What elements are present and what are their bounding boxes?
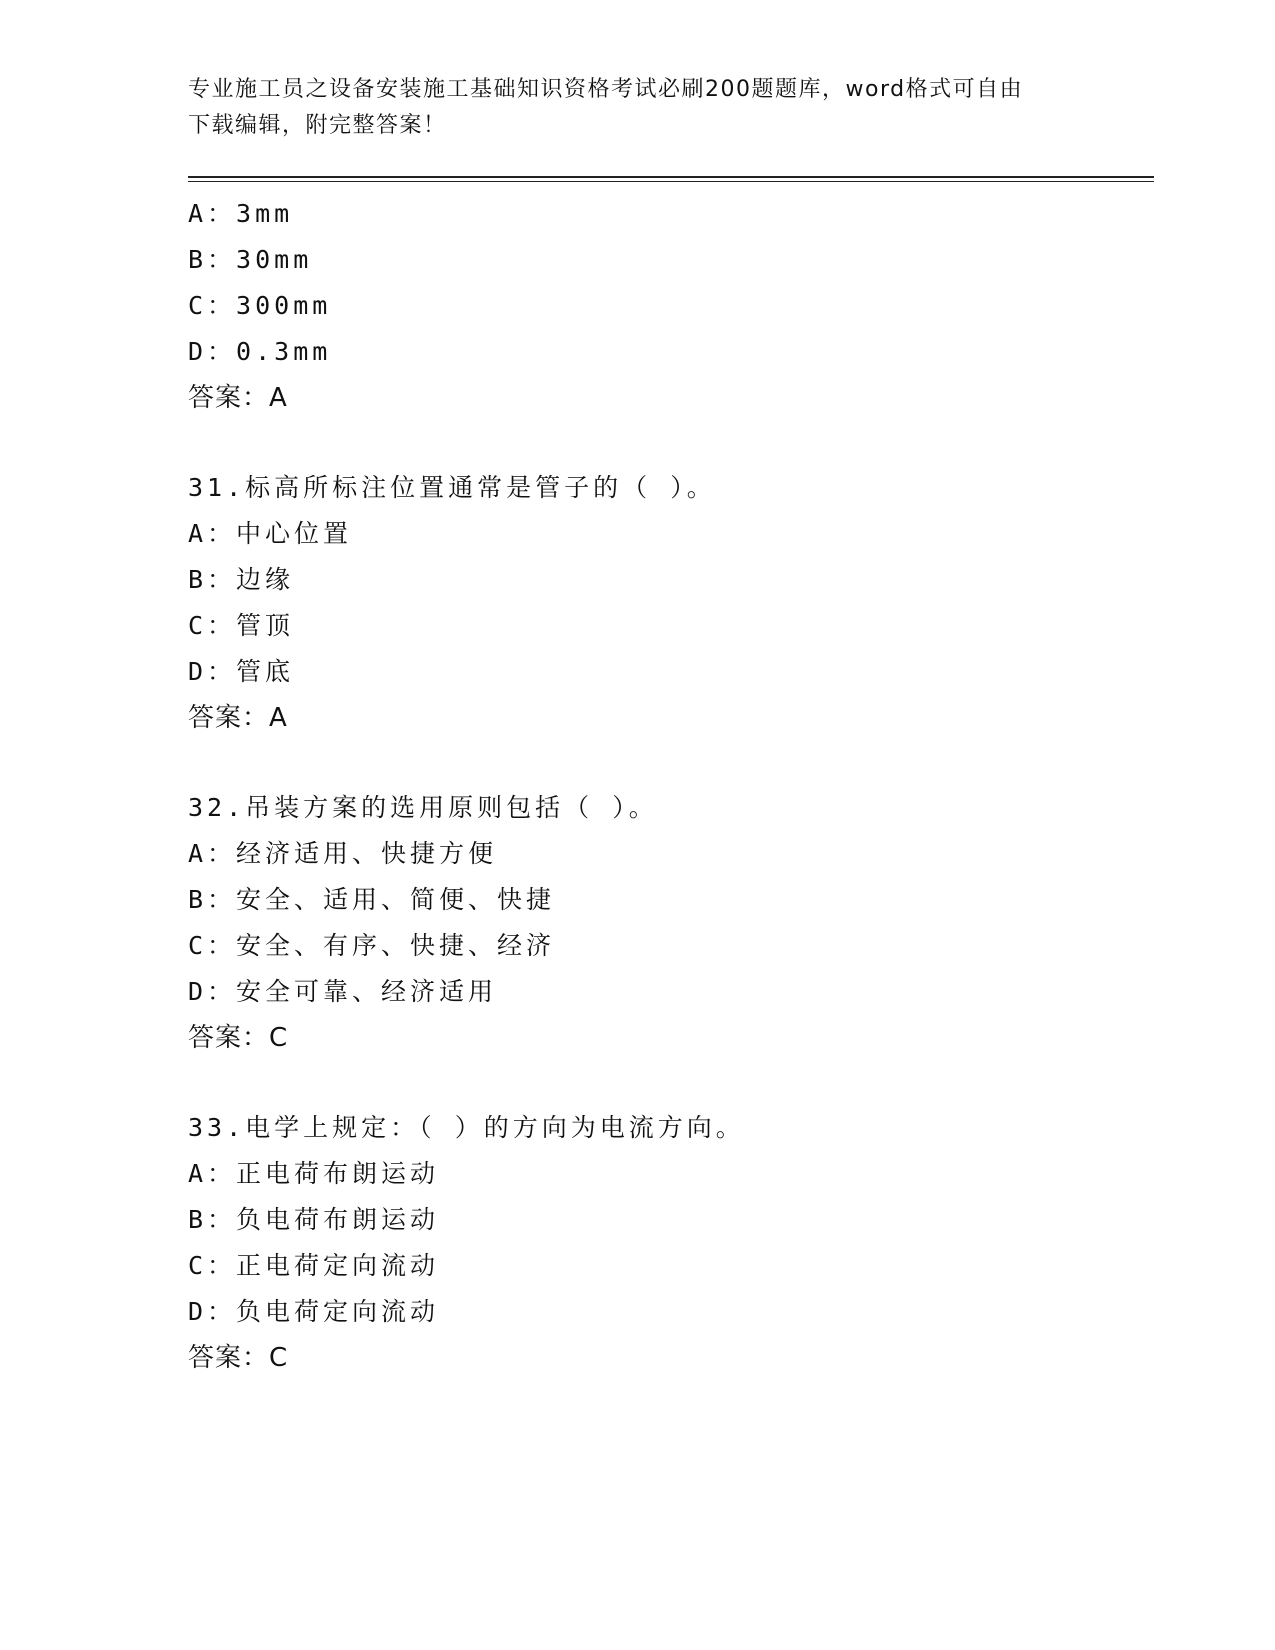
option-b: B：边缘	[188, 565, 295, 594]
option-b: B：安全、适用、简便、快捷	[188, 885, 556, 914]
option-a: A：经济适用、快捷方便	[188, 839, 498, 868]
option-b: B：30mm	[188, 245, 313, 274]
question-32-block	[188, 785, 1148, 1061]
option-d: D：管底	[188, 657, 295, 686]
question-text: 33.电学上规定：（ ）的方向为电流方向。	[188, 1113, 745, 1142]
option-c: C：安全、有序、快捷、经济	[188, 931, 556, 960]
option-b: B：负电荷布朗运动	[188, 1205, 440, 1234]
document-header	[188, 72, 1088, 144]
option-c: C：300mm	[188, 291, 332, 320]
option-a: A：中心位置	[188, 519, 353, 548]
answer-line: 答案：A	[188, 703, 288, 733]
document-title-line-1: 专业施工员之设备安装施工基础知识资格考试必刷200题题库，word格式可自由	[188, 77, 1024, 102]
option-d: D：负电荷定向流动	[188, 1297, 440, 1326]
question-text: 32.吊装方案的选用原则包括（ ）。	[188, 793, 658, 822]
option-c: C：管顶	[188, 611, 295, 640]
question-30-block	[188, 191, 1148, 421]
question-list	[188, 191, 1148, 1381]
option-a: A：正电荷布朗运动	[188, 1159, 440, 1188]
header-divider-thick	[188, 176, 1154, 178]
option-c: C：正电荷定向流动	[188, 1251, 440, 1280]
spacer	[188, 741, 1148, 785]
option-d: D：0.3mm	[188, 337, 332, 366]
answer-line: 答案：C	[188, 1023, 289, 1053]
answer-line: 答案：C	[188, 1343, 289, 1373]
option-a: A：3mm	[188, 199, 294, 228]
question-text: 31.标高所标注位置通常是管子的（ ）。	[188, 473, 716, 502]
document-title-line-2: 下载编辑，附完整答案！	[188, 113, 447, 138]
spacer	[188, 421, 1148, 465]
question-33-block	[188, 1105, 1148, 1381]
question-31-block	[188, 465, 1148, 741]
answer-line: 答案：A	[188, 383, 288, 413]
spacer	[188, 1061, 1148, 1105]
header-divider-thin	[188, 181, 1154, 182]
option-d: D：安全可靠、经济适用	[188, 977, 498, 1006]
